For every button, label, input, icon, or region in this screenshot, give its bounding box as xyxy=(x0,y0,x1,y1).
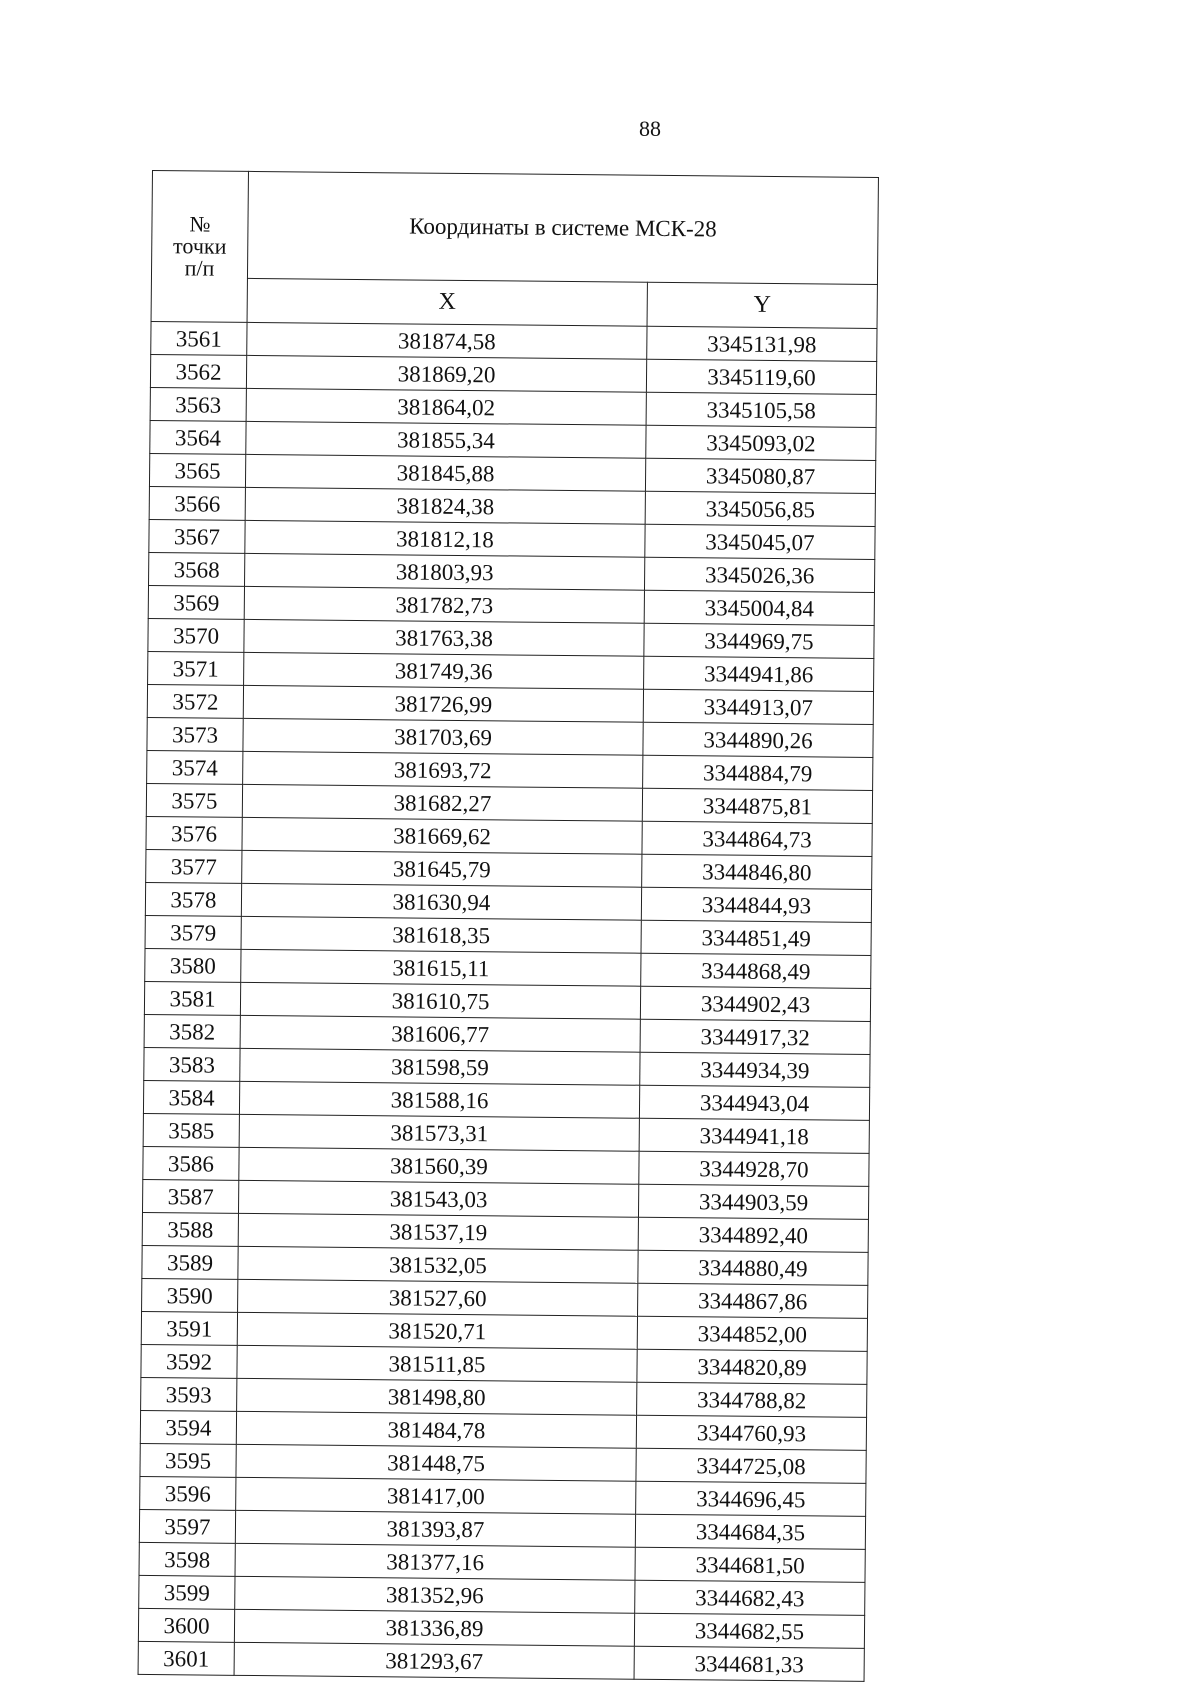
point-number-cell: 3586 xyxy=(143,1146,239,1180)
y-coordinate-cell: 3344846,80 xyxy=(642,854,872,889)
y-coordinate-cell: 3344864,73 xyxy=(642,821,872,856)
point-number-cell: 3566 xyxy=(149,486,245,520)
x-coordinate-cell: 381293,67 xyxy=(234,1642,634,1679)
y-coordinate-cell: 3344820,89 xyxy=(637,1349,867,1384)
point-number-cell: 3593 xyxy=(141,1377,237,1411)
y-coordinate-cell: 3344851,49 xyxy=(641,920,871,955)
point-number-header xyxy=(151,171,248,323)
point-number-header-line1: № xyxy=(189,211,211,237)
y-coordinate-cell: 3344844,93 xyxy=(641,887,871,922)
point-number-cell: 3589 xyxy=(142,1245,238,1279)
x-coordinate-cell: 381484,78 xyxy=(236,1411,636,1448)
point-number-cell: 3587 xyxy=(142,1179,238,1213)
y-coordinate-cell: 3344903,59 xyxy=(638,1184,868,1219)
y-coordinate-cell: 3344725,08 xyxy=(636,1448,866,1483)
x-coordinate-cell: 381598,59 xyxy=(240,1048,640,1085)
y-coordinate-cell: 3344682,43 xyxy=(635,1580,865,1615)
coordinates-table-body xyxy=(138,321,877,1681)
point-number-cell: 3562 xyxy=(150,354,246,388)
x-coordinate-cell: 381527,60 xyxy=(238,1279,638,1316)
point-number-cell: 3563 xyxy=(150,387,246,421)
x-coordinate-cell: 381782,73 xyxy=(244,586,644,623)
point-number-cell: 3588 xyxy=(142,1212,238,1246)
x-coordinate-cell: 381845,88 xyxy=(245,454,645,491)
point-number-cell: 3594 xyxy=(140,1410,236,1444)
table-row xyxy=(138,1641,864,1681)
point-number-cell: 3595 xyxy=(140,1443,236,1477)
x-coordinate-cell: 381336,89 xyxy=(234,1609,634,1646)
x-coordinate-cell: 381726,99 xyxy=(243,685,643,722)
y-coordinate-cell: 3344867,86 xyxy=(638,1283,868,1318)
x-coordinate-cell: 381703,69 xyxy=(243,718,643,755)
x-coordinate-cell: 381869,20 xyxy=(246,355,646,392)
point-number-cell: 3598 xyxy=(139,1542,235,1576)
y-coordinate-cell: 3344892,40 xyxy=(638,1217,868,1252)
y-coordinate-cell: 3344969,75 xyxy=(644,623,874,658)
y-coordinate-cell: 3344852,00 xyxy=(637,1316,867,1351)
x-coordinate-cell: 381448,75 xyxy=(236,1444,636,1481)
point-number-cell: 3564 xyxy=(150,420,246,454)
x-coordinate-cell: 381511,85 xyxy=(237,1345,637,1382)
x-coordinate-cell: 381749,36 xyxy=(244,652,644,689)
x-coordinate-cell: 381615,11 xyxy=(241,949,641,986)
x-coordinate-cell: 381693,72 xyxy=(243,751,643,788)
y-coordinate-cell: 3344917,32 xyxy=(640,1019,870,1054)
x-coordinate-cell: 381824,38 xyxy=(245,487,645,524)
x-coordinate-cell: 381630,94 xyxy=(241,883,641,920)
x-coordinate-cell: 381352,96 xyxy=(235,1576,635,1613)
y-coordinate-cell: 3345093,02 xyxy=(646,425,876,460)
y-coordinate-cell: 3345080,87 xyxy=(645,458,875,493)
point-number-cell: 3599 xyxy=(139,1575,235,1609)
y-coordinate-cell: 3344902,43 xyxy=(640,986,870,1021)
coordinate-system-header: Координаты в системе МСК-28 xyxy=(247,171,878,284)
y-coordinate-cell: 3345131,98 xyxy=(647,326,877,361)
point-number-cell: 3582 xyxy=(144,1014,240,1048)
y-coordinate-cell: 3344788,82 xyxy=(637,1382,867,1417)
y-column-header: Y xyxy=(647,282,877,328)
point-number-cell: 3561 xyxy=(151,321,247,355)
y-coordinate-cell: 3344868,49 xyxy=(641,953,871,988)
point-number-cell: 3571 xyxy=(148,651,244,685)
point-number-cell: 3569 xyxy=(148,585,244,619)
point-number-cell: 3580 xyxy=(145,948,241,982)
x-coordinate-cell: 381393,87 xyxy=(235,1510,635,1547)
y-coordinate-cell: 3344941,86 xyxy=(644,656,874,691)
point-number-cell: 3568 xyxy=(149,552,245,586)
y-coordinate-cell: 3345119,60 xyxy=(646,359,876,394)
y-coordinate-cell: 3344884,79 xyxy=(643,755,873,790)
point-number-cell: 3567 xyxy=(149,519,245,553)
y-coordinate-cell: 3344684,35 xyxy=(635,1514,865,1549)
point-number-cell: 3575 xyxy=(146,783,242,817)
x-coordinate-cell: 381573,31 xyxy=(239,1114,639,1151)
x-coordinate-cell: 381874,58 xyxy=(247,322,647,359)
y-coordinate-cell: 3345045,07 xyxy=(645,524,875,559)
y-coordinate-cell: 3345026,36 xyxy=(644,557,874,592)
x-column-header: X xyxy=(247,278,647,326)
point-number-cell: 3583 xyxy=(144,1047,240,1081)
y-coordinate-cell: 3344943,04 xyxy=(639,1085,869,1120)
x-coordinate-cell: 381645,79 xyxy=(242,850,642,887)
x-coordinate-cell: 381864,02 xyxy=(246,388,646,425)
x-coordinate-cell: 381498,80 xyxy=(237,1378,637,1415)
y-coordinate-cell: 3344682,55 xyxy=(634,1613,864,1648)
x-coordinate-cell: 381532,05 xyxy=(238,1246,638,1283)
y-coordinate-cell: 3344928,70 xyxy=(639,1151,869,1186)
point-number-cell: 3601 xyxy=(138,1641,234,1675)
point-number-cell: 3565 xyxy=(149,453,245,487)
point-number-cell: 3576 xyxy=(146,816,242,850)
point-number-cell: 3572 xyxy=(147,684,243,718)
point-number-cell: 3584 xyxy=(143,1080,239,1114)
x-coordinate-cell: 381855,34 xyxy=(246,421,646,458)
point-number-header-line3: п/п xyxy=(184,255,215,281)
x-coordinate-cell: 381588,16 xyxy=(239,1081,639,1118)
point-number-cell: 3573 xyxy=(147,717,243,751)
y-coordinate-cell: 3344934,39 xyxy=(640,1052,870,1087)
y-coordinate-cell: 3344875,81 xyxy=(642,788,872,823)
x-coordinate-cell: 381803,93 xyxy=(245,553,645,590)
y-coordinate-cell: 3344880,49 xyxy=(638,1250,868,1285)
point-number-cell: 3570 xyxy=(148,618,244,652)
x-coordinate-cell: 381560,39 xyxy=(239,1147,639,1184)
point-number-cell: 3579 xyxy=(145,915,241,949)
point-number-cell: 3581 xyxy=(144,981,240,1015)
y-coordinate-cell: 3345056,85 xyxy=(645,491,875,526)
x-coordinate-cell: 381606,77 xyxy=(240,1015,640,1052)
x-coordinate-cell: 381669,62 xyxy=(242,817,642,854)
coordinates-table-container xyxy=(138,170,878,1682)
point-number-cell: 3578 xyxy=(145,882,241,916)
y-coordinate-cell: 3344696,45 xyxy=(636,1481,866,1516)
point-number-cell: 3596 xyxy=(140,1476,236,1510)
x-coordinate-cell: 381618,35 xyxy=(241,916,641,953)
point-number-cell: 3597 xyxy=(139,1509,235,1543)
y-coordinate-cell: 3344760,93 xyxy=(636,1415,866,1450)
point-number-cell: 3585 xyxy=(143,1113,239,1147)
y-coordinate-cell: 3345105,58 xyxy=(646,392,876,427)
y-coordinate-cell: 3344890,26 xyxy=(643,722,873,757)
point-number-cell: 3574 xyxy=(147,750,243,784)
x-coordinate-cell: 381763,38 xyxy=(244,619,644,656)
coordinates-table xyxy=(138,170,879,1682)
x-coordinate-cell: 381812,18 xyxy=(245,520,645,557)
point-number-cell: 3577 xyxy=(146,849,242,883)
y-coordinate-cell: 3345004,84 xyxy=(644,590,874,625)
x-coordinate-cell: 381543,03 xyxy=(238,1180,638,1217)
x-coordinate-cell: 381682,27 xyxy=(242,784,642,821)
y-coordinate-cell: 3344681,33 xyxy=(634,1646,864,1681)
y-coordinate-cell: 3344941,18 xyxy=(639,1118,869,1153)
y-coordinate-cell: 3344913,07 xyxy=(643,689,873,724)
point-number-header-line2: точки xyxy=(173,233,227,259)
point-number-cell: 3592 xyxy=(141,1344,237,1378)
x-coordinate-cell: 381610,75 xyxy=(240,982,640,1019)
x-coordinate-cell: 381417,00 xyxy=(236,1477,636,1514)
y-coordinate-cell: 3344681,50 xyxy=(635,1547,865,1582)
page-number: 88 xyxy=(639,116,661,141)
point-number-cell: 3600 xyxy=(138,1608,234,1642)
x-coordinate-cell: 381520,71 xyxy=(237,1312,637,1349)
point-number-cell: 3590 xyxy=(142,1278,238,1312)
x-coordinate-cell: 381537,19 xyxy=(238,1213,638,1250)
point-number-cell: 3591 xyxy=(141,1311,237,1345)
x-coordinate-cell: 381377,16 xyxy=(235,1543,635,1580)
